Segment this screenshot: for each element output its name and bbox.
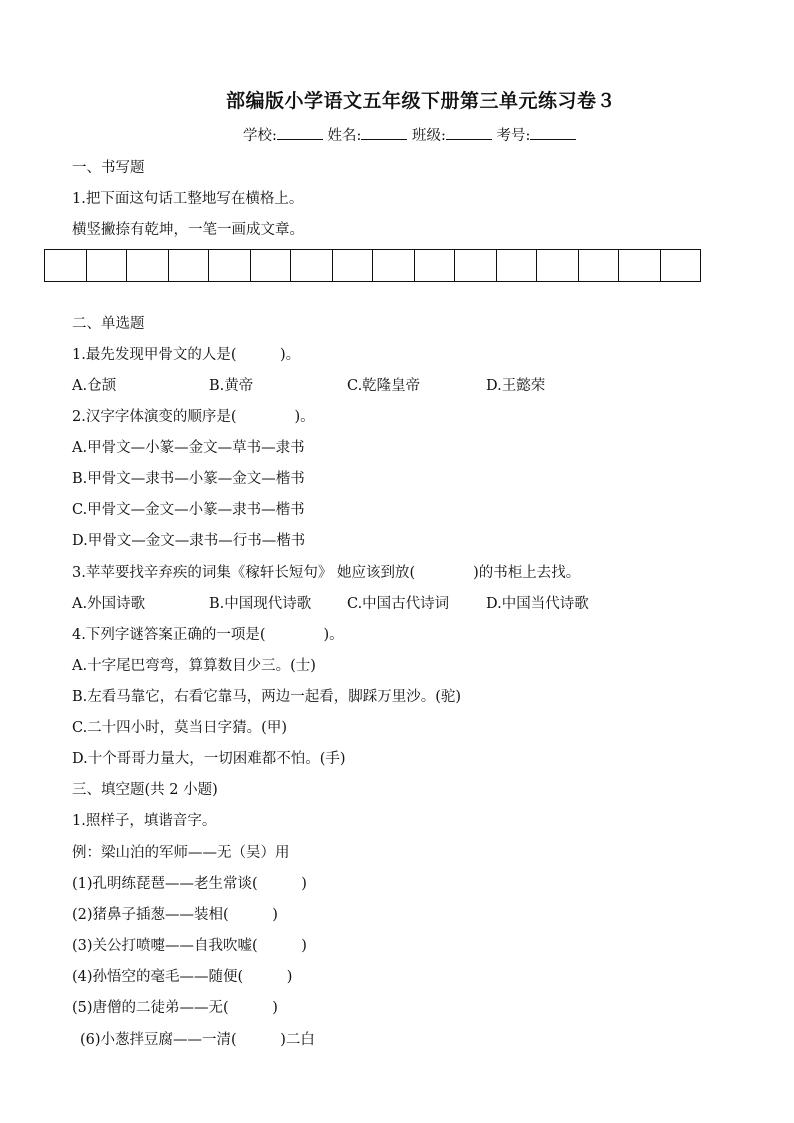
section3-heading: 三、填空题(共 2 小题): [72, 782, 218, 798]
writing-cell[interactable]: [579, 250, 619, 281]
writing-cell[interactable]: [251, 250, 291, 281]
name-blank[interactable]: [361, 125, 407, 140]
q2-1-option-a[interactable]: A.仓颉: [72, 378, 117, 394]
q2-3-option-d[interactable]: D.中国当代诗歌: [486, 596, 589, 612]
fill-item-1[interactable]: (1)孔明练琵琶——老生常谈( ): [72, 876, 307, 892]
page-title: 部编版小学语文五年级下册第三单元练习卷３: [225, 90, 616, 112]
fill-item-4[interactable]: (4)孙悟空的毫毛——随便( ): [72, 969, 293, 985]
q2-2-stem: 2.汉字字体演变的顺序是( )。: [72, 409, 315, 425]
writing-cell[interactable]: [291, 250, 333, 281]
school-label: 学校:: [243, 128, 277, 144]
q2-1-option-b[interactable]: B.黄帝: [209, 378, 254, 394]
writing-cell[interactable]: [209, 250, 251, 281]
writing-cell[interactable]: [455, 250, 497, 281]
q2-4-option-b[interactable]: B.左看马靠它，右看它靠马，两边一起看，脚踩万里沙。(驼): [72, 689, 462, 705]
q2-3-option-a[interactable]: A.外国诗歌: [72, 596, 146, 612]
number-label: 考号:: [496, 128, 531, 144]
student-info-line: [243, 124, 576, 145]
section3-example: 例：梁山泊的军师——无（吴）用: [72, 845, 290, 861]
class-blank[interactable]: [446, 125, 492, 140]
q2-4-option-a[interactable]: A.十字尾巴弯弯，算算数目少三。(士): [72, 658, 316, 674]
q2-3-option-b[interactable]: B.中国现代诗歌: [209, 596, 312, 612]
writing-cell[interactable]: [373, 250, 415, 281]
name-label: 姓名:: [327, 128, 362, 144]
q2-4-option-c[interactable]: C.二十四小时，莫当日字猜。(甲): [72, 720, 287, 736]
number-blank[interactable]: [530, 125, 576, 140]
q2-2-option-b[interactable]: B.甲骨文—隶书—小篆—金文—楷书: [72, 471, 305, 487]
q2-4-stem: 4.下列字谜答案正确的一项是( )。: [72, 627, 344, 643]
writing-cell[interactable]: [87, 250, 127, 281]
section1-sentence: 横竖撇捺有乾坤，一笔一画成文章。: [72, 222, 304, 238]
writing-cell[interactable]: [45, 250, 87, 281]
writing-cell[interactable]: [169, 250, 209, 281]
writing-cell[interactable]: [537, 250, 579, 281]
q2-3-option-c[interactable]: C.中国古代诗词: [347, 596, 450, 612]
section2-heading: 二、单选题: [72, 316, 145, 332]
writing-cell[interactable]: [415, 250, 455, 281]
writing-cell[interactable]: [127, 250, 169, 281]
section1-question: 1.把下面这句话工整地写在横格上。: [72, 191, 304, 207]
writing-grid: [44, 249, 701, 282]
section1-heading: 一、书写题: [72, 160, 145, 176]
writing-cell[interactable]: [333, 250, 373, 281]
fill-item-5[interactable]: (5)唐僧的二徒弟——无( ): [72, 1000, 278, 1016]
q2-2-option-c[interactable]: C.甲骨文—金文—小篆—隶书—楷书: [72, 502, 305, 518]
q2-4-option-d[interactable]: D.十个哥哥力量大，一切困难都不怕。(手): [72, 751, 346, 767]
q2-1-option-c[interactable]: C.乾隆皇帝: [347, 378, 421, 394]
writing-cell[interactable]: [661, 250, 701, 281]
fill-item-2[interactable]: (2)猪鼻子插葱——装相( ): [72, 907, 278, 923]
q2-2-option-a[interactable]: A.甲骨文—小篆—金文—草书—隶书: [72, 440, 305, 456]
class-label: 班级:: [412, 128, 446, 144]
q2-1-stem: 1.最先发现甲骨文的人是( )。: [72, 347, 301, 363]
fill-item-6[interactable]: (6)小葱拌豆腐——一清( )二白: [80, 1032, 315, 1048]
q2-2-option-d[interactable]: D.甲骨文—金文—隶书—行书—楷书: [72, 533, 306, 549]
writing-cell[interactable]: [619, 250, 661, 281]
q2-3-stem: 3.苹苹要找辛弃疾的词集《稼轩长短句》 她应该到放( )的书柜上去找。: [72, 565, 581, 581]
school-blank[interactable]: [277, 125, 323, 140]
q2-1-option-d[interactable]: D.王懿荣: [486, 378, 546, 394]
section3-question: 1.照样子，填谐音字。: [72, 813, 217, 829]
writing-cell[interactable]: [497, 250, 537, 281]
fill-item-3[interactable]: (3)关公打喷嚏——自我吹嘘( ): [72, 938, 307, 954]
